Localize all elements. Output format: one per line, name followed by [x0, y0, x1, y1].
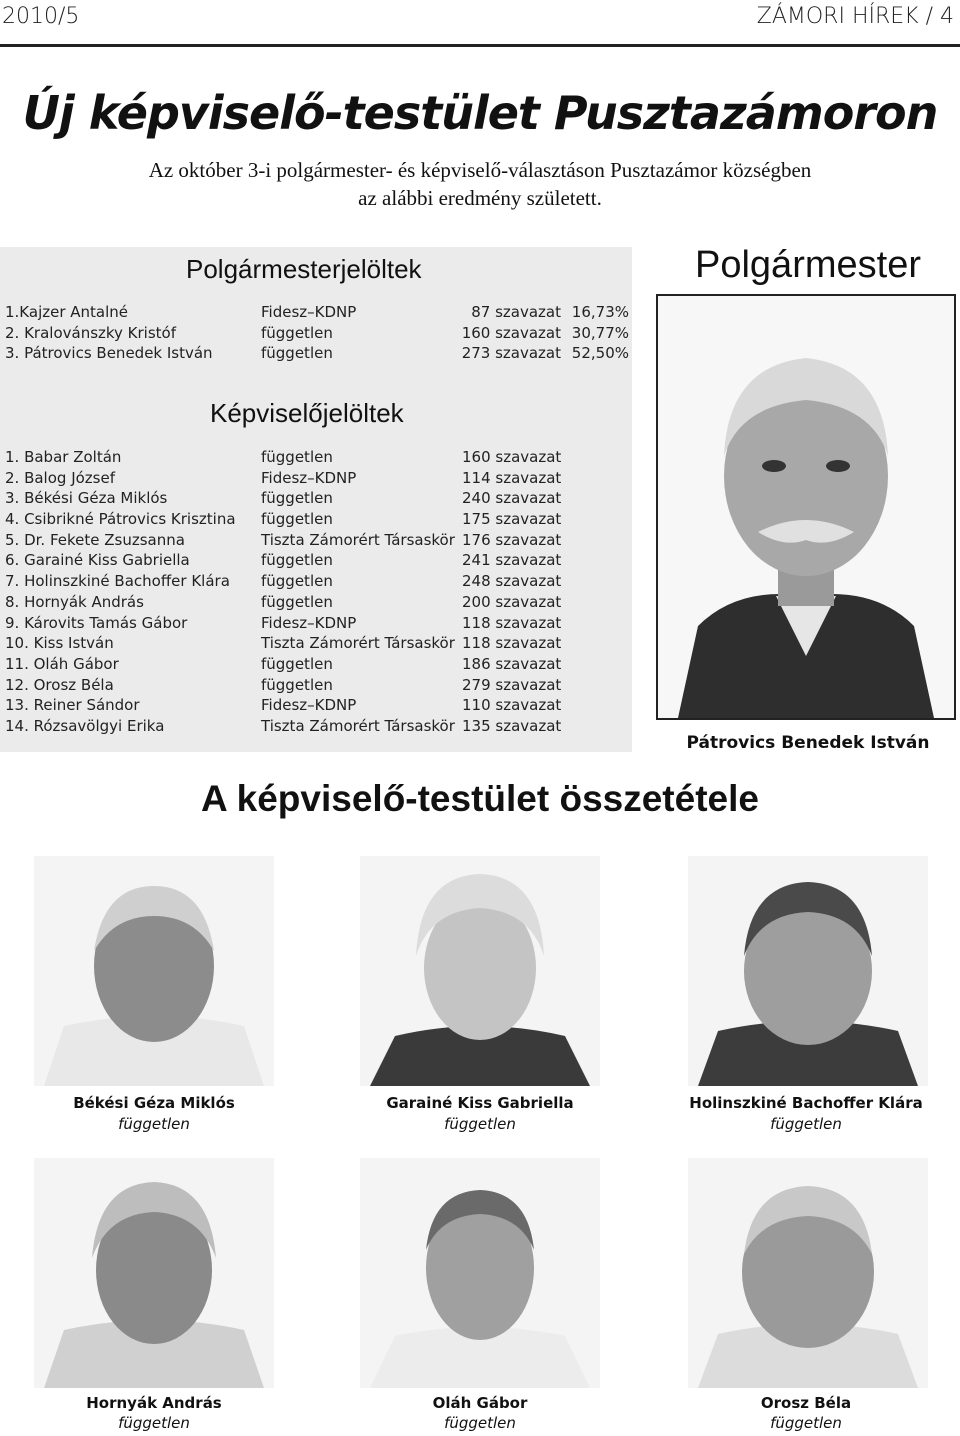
- candidate-name: 7. Holinszkiné Bachoffer Klára: [5, 572, 230, 591]
- candidate-party: független: [261, 675, 333, 694]
- candidate-percent: 30,77%: [571, 323, 629, 342]
- header-divider: [0, 44, 960, 47]
- member-name: Orosz Béla: [760, 1394, 852, 1412]
- publication-name: ZÁMORI HÍREK / 4: [756, 4, 954, 29]
- portrait-icon: [34, 1158, 274, 1388]
- candidate-votes: 114 szavazat: [462, 468, 562, 487]
- candidate-name: 11. Oláh Gábor: [5, 654, 119, 673]
- candidate-votes: 240 szavazat: [462, 489, 562, 508]
- page-title: Új képviselő-testület Pusztazámoron: [22, 86, 938, 140]
- candidate-party: független: [261, 344, 333, 363]
- candidate-votes: 279 szavazat: [462, 675, 562, 694]
- portrait-icon: [688, 856, 928, 1086]
- candidate-name: 3. Pátrovics Benedek István: [5, 344, 213, 363]
- portrait-icon: [688, 1158, 928, 1388]
- candidate-name: 2. Kralovánszky Kristóf: [5, 323, 177, 342]
- candidate-name: 13. Reiner Sándor: [5, 696, 140, 715]
- member-name: Békési Géza Miklós: [73, 1094, 235, 1112]
- candidate-name: 9. Károvits Tamás Gábor: [5, 613, 188, 632]
- candidate-name: 4. Csibrikné Pátrovics Krisztina: [5, 510, 236, 529]
- candidate-votes: 87 szavazat: [471, 303, 561, 321]
- candidate-party: Tiszta Zámorért Társaskör: [261, 716, 455, 735]
- portrait-icon: [360, 1158, 600, 1388]
- mayor-name: Pátrovics Benedek István: [686, 733, 930, 753]
- candidate-party: független: [261, 551, 333, 570]
- candidate-votes: 118 szavazat: [462, 634, 562, 653]
- member-photo: [34, 856, 274, 1086]
- mayor-photo: [656, 294, 956, 720]
- candidate-votes: 176 szavazat: [462, 530, 562, 549]
- candidate-party: Tiszta Zámorért Társaskör: [261, 530, 455, 549]
- candidate-name: 2. Balog József: [5, 468, 115, 487]
- member-affiliation: független: [444, 1115, 516, 1133]
- mayor-candidates-heading: Polgármesterjelöltek: [186, 254, 422, 284]
- member-affiliation: független: [770, 1414, 842, 1432]
- member-photo: [360, 1158, 600, 1388]
- candidate-party: Fidesz–KDNP: [261, 303, 357, 321]
- candidate-party: független: [261, 654, 333, 673]
- candidate-percent: 16,73%: [571, 303, 629, 321]
- member-photo: [34, 1158, 274, 1388]
- candidate-party: Fidesz–KDNP: [261, 468, 357, 487]
- candidate-votes: 160 szavazat: [461, 323, 561, 342]
- mayor-label: Polgármester: [695, 244, 921, 286]
- candidate-party: független: [261, 448, 333, 466]
- candidate-votes: 273 szavazat: [461, 344, 561, 363]
- candidate-votes: 160 szavazat: [462, 448, 562, 466]
- candidate-name: 1. Babar Zoltán: [5, 448, 122, 466]
- candidate-party: független: [261, 572, 333, 591]
- intro-line-1: Az október 3-i polgármester- és képviselő-választáson Pusztazámor községben: [148, 158, 812, 182]
- portrait-icon: [360, 856, 600, 1086]
- council-section-title: A képviselő-testület összetétele: [201, 778, 759, 819]
- member-affiliation: független: [444, 1414, 516, 1432]
- candidate-votes: 200 szavazat: [462, 592, 562, 611]
- candidate-name: 8. Hornyák András: [5, 592, 144, 611]
- portrait-icon: [658, 296, 954, 718]
- candidate-name: 14. Rózsavölgyi Erika: [5, 716, 165, 735]
- candidate-votes: 135 szavazat: [462, 716, 562, 735]
- intro-line-2: az alábbi eredmény született.: [358, 186, 602, 210]
- council-candidates-heading: Képviselőjelöltek: [210, 398, 404, 428]
- candidate-name: 6. Garainé Kiss Gabriella: [5, 551, 190, 570]
- candidate-votes: 241 szavazat: [462, 551, 562, 570]
- member-name: Holinszkiné Bachoffer Klára: [689, 1094, 923, 1112]
- member-photo: [688, 856, 928, 1086]
- candidate-name: 12. Orosz Béla: [5, 675, 114, 694]
- member-name: Oláh Gábor: [432, 1394, 528, 1412]
- candidate-party: Fidesz–KDNP: [261, 696, 357, 715]
- member-affiliation: független: [118, 1414, 190, 1432]
- member-name: Garainé Kiss Gabriella: [386, 1094, 574, 1112]
- member-affiliation: független: [118, 1115, 190, 1133]
- member-photo: [688, 1158, 928, 1388]
- candidate-votes: 175 szavazat: [462, 510, 562, 529]
- candidate-name: 10. Kiss István: [5, 634, 114, 653]
- candidate-party: Tiszta Zámorért Társaskör: [261, 634, 455, 653]
- candidate-party: független: [261, 592, 333, 611]
- candidate-party: független: [261, 323, 333, 342]
- member-photo: [360, 856, 600, 1086]
- candidate-votes: 118 szavazat: [462, 613, 562, 632]
- candidate-votes: 110 szavazat: [462, 696, 562, 715]
- issue-number: 2010/5: [2, 4, 80, 29]
- candidate-votes: 248 szavazat: [462, 572, 562, 591]
- candidate-party: Fidesz–KDNP: [261, 613, 357, 632]
- member-affiliation: független: [770, 1115, 842, 1133]
- member-name: Hornyák András: [86, 1394, 222, 1412]
- candidate-name: 5. Dr. Fekete Zsuzsanna: [5, 530, 185, 549]
- candidate-name: 3. Békési Géza Miklós: [5, 489, 168, 508]
- candidate-percent: 52,50%: [571, 344, 629, 363]
- candidate-party: független: [261, 489, 333, 508]
- intro-text: [80, 156, 880, 212]
- candidate-votes: 186 szavazat: [462, 654, 562, 673]
- candidate-name: 1.Kajzer Antalné: [5, 303, 129, 321]
- portrait-icon: [34, 856, 274, 1086]
- candidate-party: független: [261, 510, 333, 529]
